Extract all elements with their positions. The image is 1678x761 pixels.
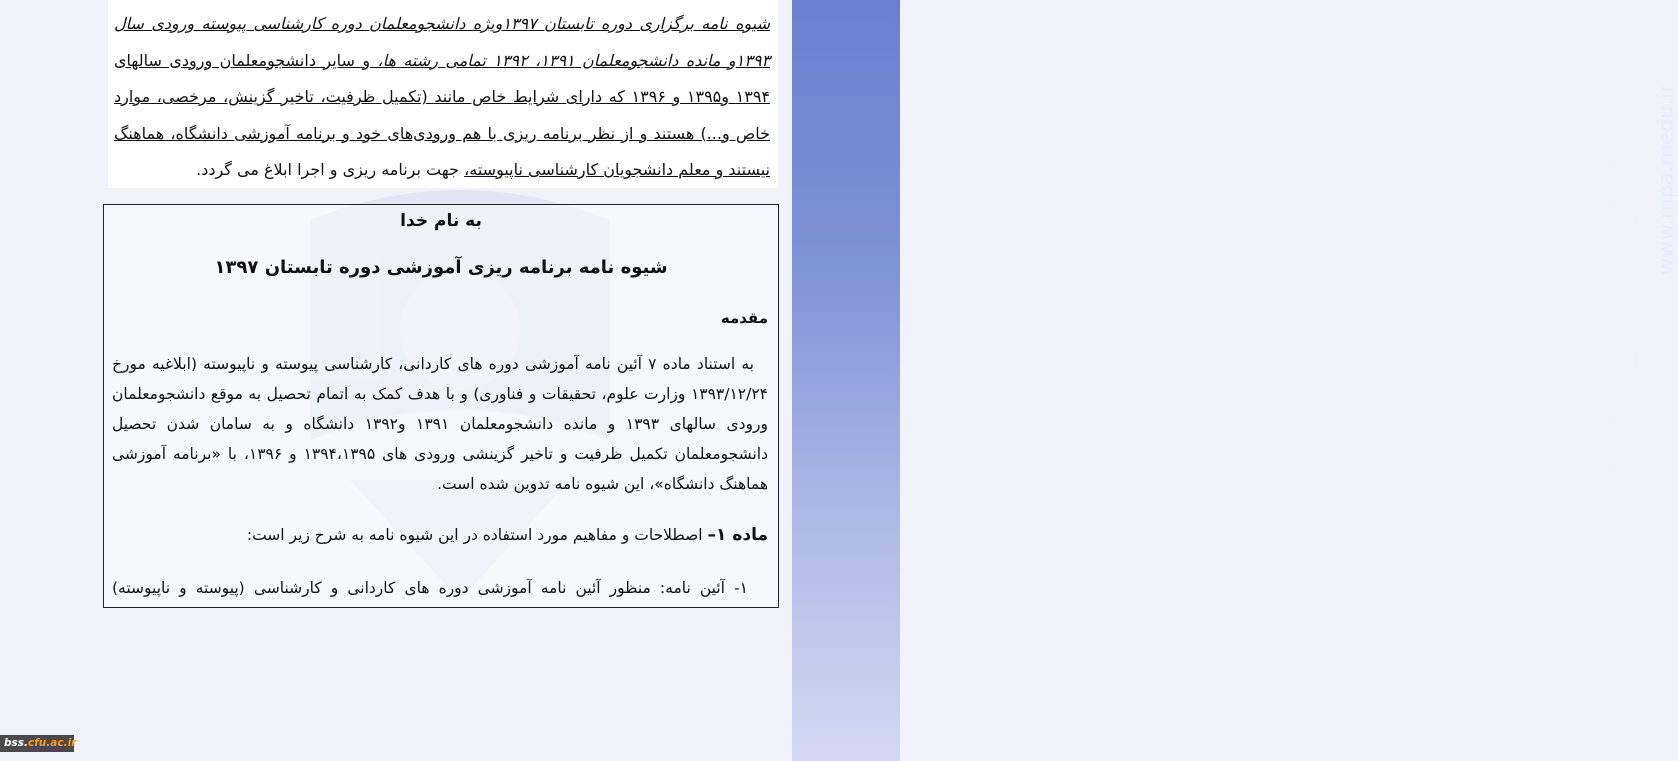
badge-suffix: cfu.ac.ir xyxy=(28,737,77,749)
article-1-text: اصطلاحات و مفاهیم مورد استفاده در این شیوه نامه به شرح زیر است: xyxy=(246,526,708,544)
bismillah-heading: به نام خدا xyxy=(400,211,482,231)
announcement-part-2: و سایر دانشجومعلمان ورودی سالهای ۱۳۹۴ و۱۳۹۵ و ۱۳۹۶ که دارای شرایط خاص مانند (تکمیل ظرفیت، تاخیر گزینش، مرخصی، موارد خاص و...) هستند و از نظر برنامه ریزی با هم ورودی‌های خود و برنامه آموزشی دانشگاه، هماهنگ نیستند و معلم دانشجویان کارشناسی ناپیوسته، xyxy=(114,50,770,179)
article-1 xyxy=(247,525,768,545)
announcement-paragraph xyxy=(108,0,778,189)
announcement-part-3: جهت برنامه ریزی و اجرا ابلاغ می گردد. xyxy=(196,160,465,179)
side-website: www.mpa.medu.ir xyxy=(1654,84,1678,275)
side-banner-text xyxy=(792,0,1678,761)
document-title: شیوه نامه برنامه ریزی آموزشی دوره تابستان ۱۳۹۷ xyxy=(214,257,668,278)
announcement-paragraph-box xyxy=(108,0,778,188)
article-1-label: ماده ۱– xyxy=(707,525,768,545)
definition-1: ۱- آئین نامه: منظور آئین نامه آموزشی دوره های کاردانی و کارشناسی (پیوسته و ناپیوسته) xyxy=(112,579,748,597)
announcement-part-1: شیوه نامه برگزاری دوره تابستان ۱۳۹۷ویژه دانشجومعلمان دوره کارشناسی پیوسته ورودی سال ۱۳۹۳و مانده دانشجومعلمان ۱۳۹۱، ۱۳۹۲ تمامی رشته ها، xyxy=(114,14,771,70)
introduction-text: به استناد ماده ۷ آئین نامه آموزشی دوره های کاردانی، کارشناسی پیوسته و ناپیوسته (ابلاغیه مورخ ۱۳۹۳/۱۲/۲۴ وزارت علوم، تحقیقات و فناوری) و با هدف کمک به اتمام تحصیل به موقع دانشجومعلمان ورودی سالهای ۱۳۹۳ و مانده دانشجومعلمان ۱۳۹۱ و۱۳۹۲ دانشگاه و به سامان شدن تحصیل دانشجومعلمان تکمیل ظرفیت و تاخیر گزینشی ورودی های ۱۳۹۴،۱۳۹۵ و ۱۳۹۶، با «برنامه آموزشی هماهنگ دانشگاه»، این شیوه نامه تدوین شده است. xyxy=(112,355,769,493)
source-watermark-badge xyxy=(0,735,77,752)
badge-prefix: bss. xyxy=(4,737,29,749)
regulation-document xyxy=(103,204,779,608)
side-address: ...رک قدس، بلوار شهید فرحزادی، خیابان تربیت معلم، دانشگاه فرهنگیان xyxy=(1598,78,1614,500)
side-phone: ...۸۷۷۵۱۲۰۰ – نمابر: ۸۸۶۹۸۸۶۴ – کد پستی: ۱۴۶۶۹۹۳۹۶۱ xyxy=(1626,122,1642,460)
section-heading-introduction: مقدمه xyxy=(720,309,768,327)
